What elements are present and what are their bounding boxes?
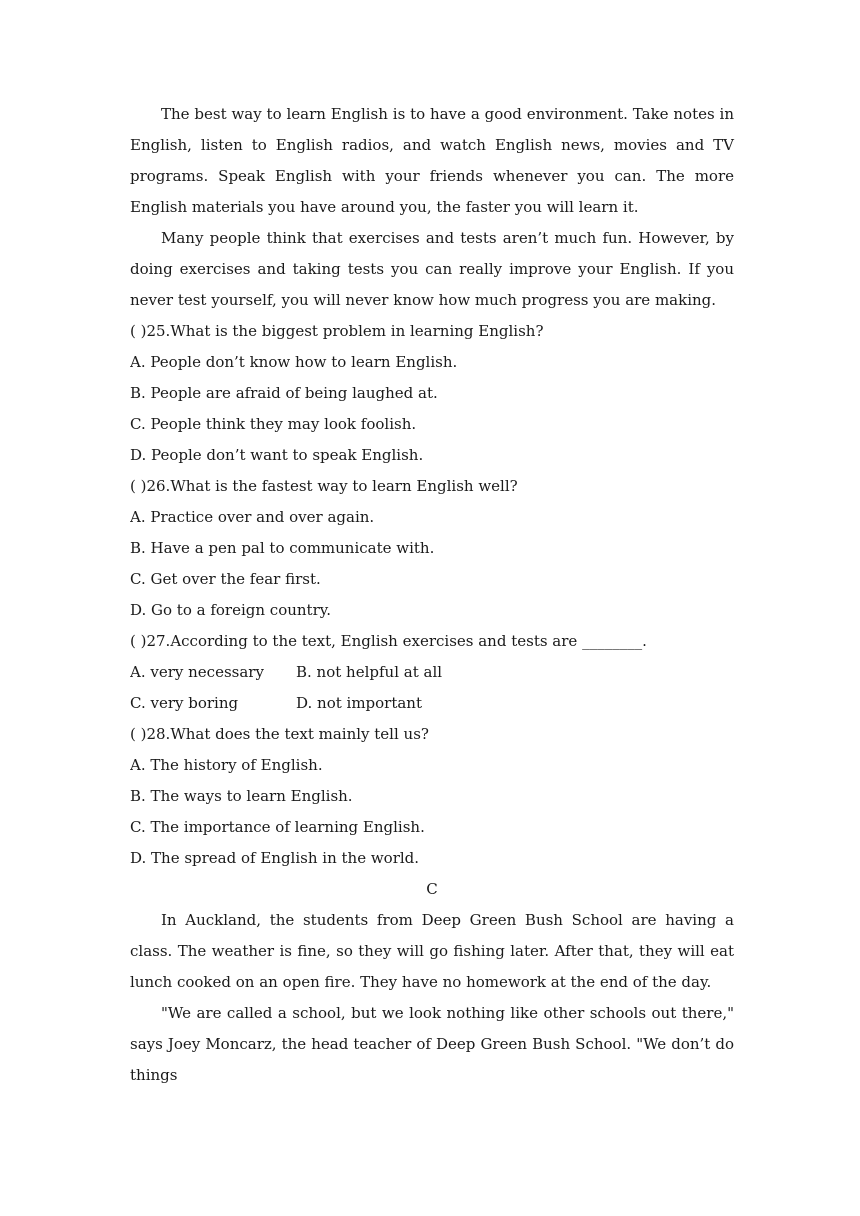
passage-b-paragraph-2: Many people think that exercises and tests aren’t much fun. However, by doing exercises and taking tests you can really improve your English. If you never test yourself, you will never know how much progress you are making. [130,229,734,309]
question-26-option-c: C. Get over the fear first. [130,570,321,588]
question-27-option-d: D. not important [296,694,422,712]
question-25 [130,316,734,471]
question-28-option-c: C. The importance of learning English. [130,818,425,836]
question-28-stem: ( )28.What does the text mainly tell us? [130,725,429,743]
passage-b-paragraph-1: The best way to learn English is to have a good environment. Take notes in English, listen to English radios, and watch English news, movies and TV programs. Speak English with your friends whenever you can. The more English materials you have around you, the faster you will learn it. [130,105,734,216]
question-27-option-a: A. very necessary [130,663,264,681]
question-27-options-row-2 [130,688,734,719]
question-28-option-b: B. The ways to learn English. [130,787,353,805]
question-27 [130,626,734,719]
question-25-option-d: D. People don’t want to speak English. [130,446,424,464]
passage-c-paragraph-2: "We are called a school, but we look nothing like other schools out there," says Joey Moncarz, the head teacher of Deep Green Bush School. "We don’t do things [130,1004,734,1084]
section-c-heading: C [426,880,438,898]
question-28 [130,719,734,874]
question-26-option-b: B. Have a pen pal to communicate with. [130,539,435,557]
passage-c-paragraph-1: In Auckland, the students from Deep Green Bush School are having a class. The weather is fine, so they will go fishing later. After that, they will eat lunch cooked on an open fire. They have no homework at the end of the day. [130,911,734,991]
question-26-option-d: D. Go to a foreign country. [130,601,332,619]
question-25-stem: ( )25.What is the biggest problem in learning English? [130,322,544,340]
question-27-options-row-1 [130,657,734,688]
question-26-stem: ( )26.What is the fastest way to learn English well? [130,477,518,495]
question-26-option-a: A. Practice over and over again. [130,508,375,526]
passage-c [130,905,734,1091]
question-26 [130,471,734,626]
question-27-option-c: C. very boring [130,694,239,712]
passage-b [130,99,734,316]
question-28-option-a: A. The history of English. [130,756,323,774]
question-25-option-c: C. People think they may look foolish. [130,415,417,433]
page-content [130,99,734,1091]
question-28-option-d: D. The spread of English in the world. [130,849,420,867]
question-27-stem: ( )27.According to the text, English exercises and tests are ________. [130,632,647,650]
question-27-option-b: B. not helpful at all [296,663,443,681]
question-25-option-b: B. People are afraid of being laughed at. [130,384,438,402]
question-25-option-a: A. People don’t know how to learn English. [130,353,458,371]
